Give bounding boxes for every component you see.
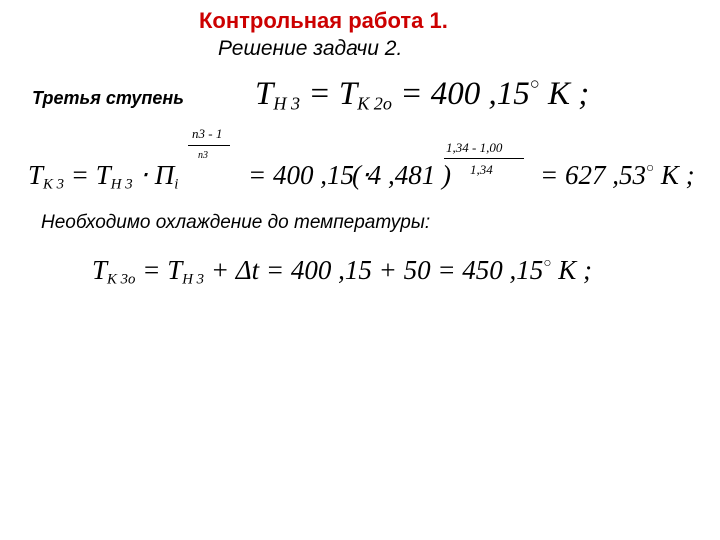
- eq2-exponent2-numerator: 1,34 - 1,00: [446, 140, 503, 155]
- eq2-value: = 400 ,15 ⋅: [248, 160, 370, 190]
- eq1-value: = 400 ,15: [391, 75, 530, 112]
- eq3-subscript-2: Н 3: [182, 271, 205, 288]
- eq2-exponent-fraction-line: [188, 145, 230, 146]
- page-subtitle: Решение задачи 2.: [218, 37, 403, 60]
- eq3-value: + Δt = 400 ,15 + 50 = 450 ,15: [204, 255, 544, 286]
- eq2-lhs-symbol: T: [28, 160, 44, 190]
- eq2-exponent-denominator: n3: [198, 150, 208, 161]
- eq2-equals: =: [64, 160, 96, 190]
- eq2-result: [540, 160, 695, 191]
- eq2-lhs: [28, 160, 178, 193]
- eq2-degree: ○: [645, 160, 655, 175]
- eq1-unit: K ;: [539, 75, 590, 112]
- eq3-subscript: К 3о: [107, 271, 136, 288]
- page-title: Контрольная работа 1.: [199, 8, 448, 33]
- eq2-symbol: T: [95, 160, 111, 190]
- eq2-exponent2-denominator: 1,34: [470, 162, 493, 177]
- eq3-symbol-2: T: [167, 255, 183, 286]
- eq2-exponent-numerator: n3 - 1: [192, 126, 223, 141]
- eq3-unit: K ;: [551, 255, 592, 286]
- equation-2: [0, 0, 720, 220]
- eq2-base: ( 4 ,481 ): [352, 160, 451, 190]
- eq2-exponent2-fraction-line: [444, 158, 524, 159]
- eq2-result-value: = 627 ,53: [540, 160, 646, 191]
- eq1-symbol-2: T: [338, 75, 358, 112]
- eq2-pi: ⋅ Π: [132, 160, 175, 190]
- eq2-subscript: Н 3: [110, 176, 133, 193]
- eq3-symbol: T: [92, 255, 108, 286]
- eq2-unit: K ;: [654, 160, 695, 191]
- stage-label: Третья ступень: [32, 88, 184, 108]
- eq1-symbol: T: [255, 75, 274, 112]
- cooling-note: Необходимо охлаждение до температуры:: [41, 212, 431, 233]
- eq1-degree: ○: [529, 74, 540, 93]
- eq2-pi-subscript: i: [174, 176, 179, 193]
- eq1-equals: =: [300, 75, 339, 112]
- eq2-lhs-subscript: К 3: [43, 176, 65, 193]
- eq1-subscript: Н 3: [273, 93, 301, 114]
- equation-3: [92, 255, 592, 289]
- eq3-degree: ○: [543, 255, 552, 270]
- eq1-subscript-2: К 2о: [357, 93, 392, 114]
- eq3-equals: =: [135, 255, 168, 286]
